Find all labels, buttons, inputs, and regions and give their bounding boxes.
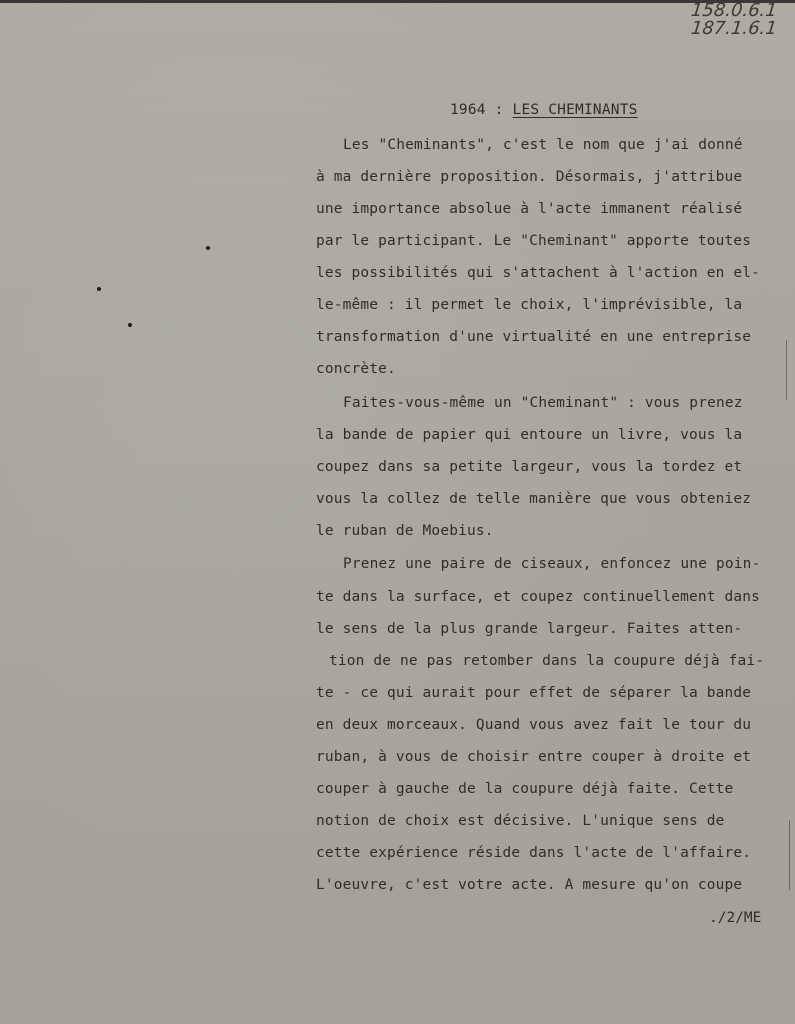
ink-speck [206, 246, 210, 250]
page-top-edge [0, 0, 795, 3]
page-title [450, 102, 638, 118]
text-line-20: ruban, à vous de choisir entre couper à droite et [316, 749, 752, 765]
text-line-19: en deux morceaux. Quand vous avez fait le tour du [316, 717, 752, 733]
text-line-2: à ma dernière proposition. Désormais, j'attribue [316, 169, 743, 185]
text-line-24: L'oeuvre, c'est votre acte. A mesure qu'on coupe [316, 877, 743, 893]
text-line-23: cette expérience réside dans l'acte de l'affaire. [316, 845, 752, 861]
text-line-7: transformation d'une virtualité en une entreprise [316, 329, 752, 345]
title-year: 1964 : [450, 102, 504, 118]
reference-code-line-1: 158.0.6.1 [690, 0, 779, 21]
page-continuation-marker: ./2/ME [709, 910, 762, 926]
text-line-5: les possibilités qui s'attachent à l'action en el- [316, 265, 760, 281]
title-text: LES CHEMINANTS [512, 102, 638, 118]
text-line-1: Les "Cheminants", c'est le nom que j'ai donné [343, 137, 743, 153]
text-line-16: le sens de la plus grande largeur. Faites atten- [316, 621, 743, 637]
text-line-8: concrète. [316, 361, 396, 377]
text-line-15: te dans la surface, et coupez continuellement dans [316, 589, 760, 605]
text-line-10: la bande de papier qui entoure un livre, vous la [316, 427, 743, 443]
text-line-22: notion de choix est décisive. L'unique sens de [316, 813, 725, 829]
text-line-12: vous la collez de telle manière que vous obteniez [316, 491, 752, 507]
text-line-17: tion de ne pas retomber dans la coupure déjà fai- [329, 653, 765, 669]
margin-scratch [789, 820, 790, 890]
reference-code-line-2: 187.1.6.1 [690, 18, 779, 39]
text-line-13: le ruban de Moebius. [316, 523, 494, 539]
ink-speck [97, 287, 101, 291]
text-line-6: le-même : il permet le choix, l'imprévisible, la [316, 297, 743, 313]
text-line-9: Faites-vous-même un "Cheminant" : vous prenez [343, 395, 743, 411]
text-line-21: couper à gauche de la coupure déjà faite. Cette [316, 781, 734, 797]
margin-scratch [786, 340, 787, 400]
text-line-18: te - ce qui aurait pour effet de séparer la bande [316, 685, 752, 701]
archive-reference-code [691, 2, 777, 38]
text-line-4: par le participant. Le "Cheminant" apporte toutes [316, 233, 752, 249]
ink-speck [128, 323, 132, 327]
text-line-14: Prenez une paire de ciseaux, enfoncez une poin- [343, 556, 761, 572]
text-line-3: une importance absolue à l'acte immanent réalisé [316, 201, 743, 217]
text-line-11: coupez dans sa petite largeur, vous la tordez et [316, 459, 743, 475]
